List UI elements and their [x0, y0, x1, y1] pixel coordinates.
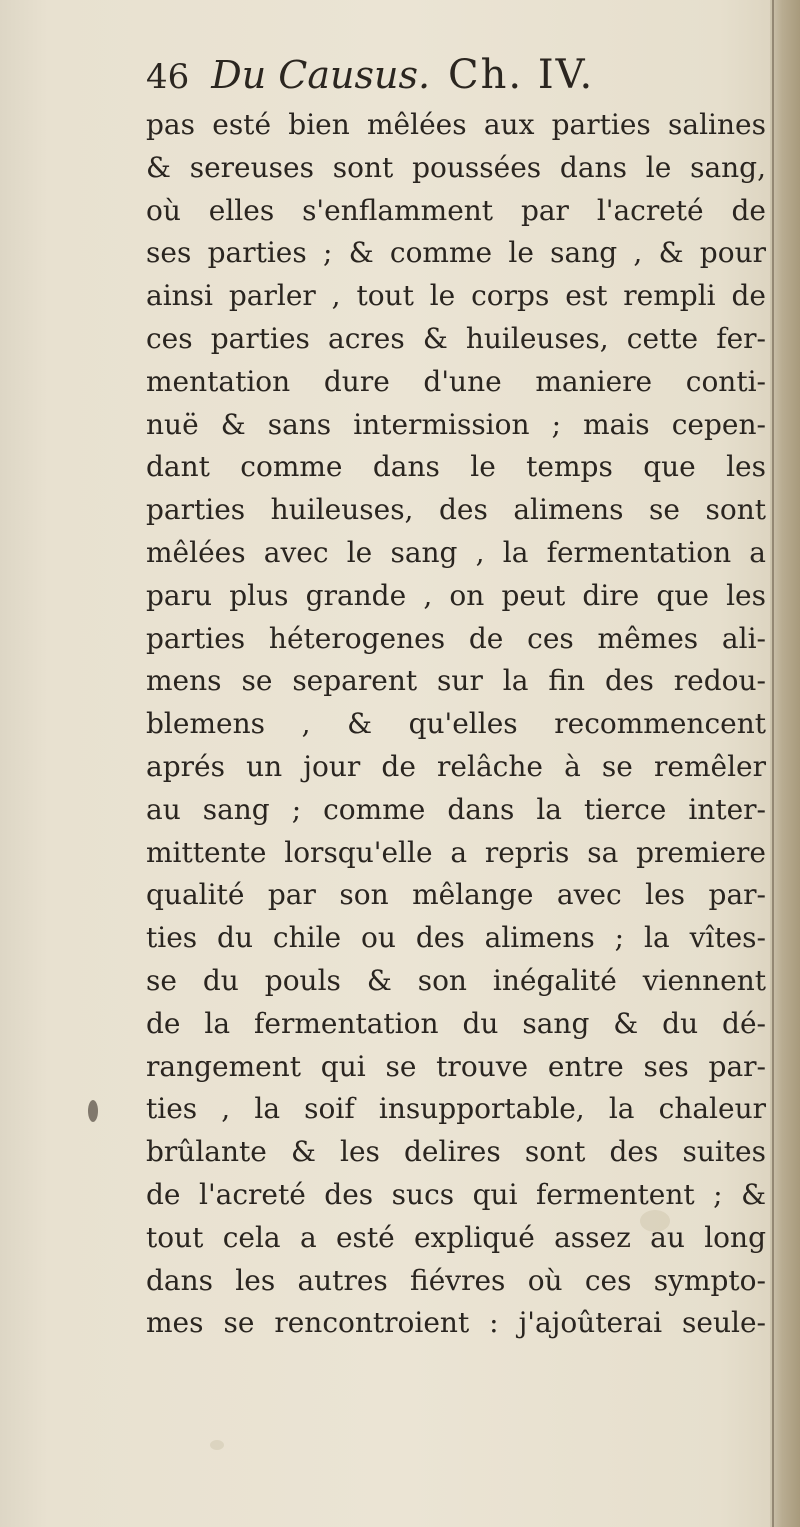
text-line: au sang ; comme dans la tierce inter-: [146, 792, 766, 826]
text-line: ainsi parler , tout le corps est rempli de: [146, 279, 766, 313]
text-line: brûlante & les delires sont des suites: [146, 1135, 766, 1169]
text-line: mens se separent sur la fin des redou-: [146, 664, 766, 698]
text-line: mêlées avec le sang , la fermentation a: [146, 535, 766, 569]
text-line: de l'acreté des sucs qui fermentent ; &: [146, 1177, 766, 1211]
text-line: blemens , & qu'elles recommencent: [146, 707, 766, 741]
text-line: pas esté bien mêlées aux parties salines: [146, 108, 766, 141]
text-line: de la fermentation du sang & du dé-: [146, 1006, 766, 1040]
text-line: qualité par son mêlange avec les par-: [146, 878, 766, 912]
text-line: aprés un jour de relâche à se remêler: [146, 749, 766, 783]
text-line: ces parties acres & huileuses, cette fer-: [146, 321, 766, 355]
text-line: dans les autres fiévres où ces sympto-: [146, 1263, 766, 1297]
body-text: [146, 104, 766, 1345]
text-line: mittente lorsqu'elle a repris sa premiere: [146, 835, 766, 869]
text-line: & sereuses sont poussées dans le sang,: [146, 150, 766, 184]
text-line: paru plus grande , on peut dire que les: [146, 578, 766, 612]
text-line: se du pouls & son inégalité viennent: [146, 963, 766, 997]
text-line: ties du chile ou des alimens ; la vîtes-: [146, 921, 766, 955]
text-line: rangement qui se trouve entre ses par-: [146, 1049, 766, 1083]
text-line: nuë & sans intermission ; mais cepen-: [146, 407, 766, 441]
paper-stain: [88, 1100, 98, 1122]
chapter-label: Ch. IV.: [448, 52, 595, 98]
text-line: ses parties ; & comme le sang , & pour: [146, 236, 766, 270]
running-header: [146, 52, 594, 102]
paper-stain: [210, 1440, 224, 1450]
text-line: parties huileuses, des alimens se sont: [146, 493, 766, 527]
text-line: où elles s'enflamment par l'acreté de: [146, 193, 766, 227]
text-line: tout cela a esté expliqué assez au long: [146, 1220, 766, 1254]
text-line: mes se rencontroient : j'ajoûterai seule-: [146, 1306, 766, 1340]
text-line: dant comme dans le temps que les: [146, 450, 766, 484]
text-line: ties , la soif insupportable, la chaleur: [146, 1092, 766, 1126]
running-title: Du Causus.: [211, 53, 431, 97]
page-number: 46: [146, 57, 190, 97]
book-gutter: [770, 0, 800, 1527]
text-line: mentation dure d'une maniere conti-: [146, 364, 766, 398]
text-line: parties héterogenes de ces mêmes ali-: [146, 621, 766, 655]
gutter-edge: [772, 0, 774, 1527]
